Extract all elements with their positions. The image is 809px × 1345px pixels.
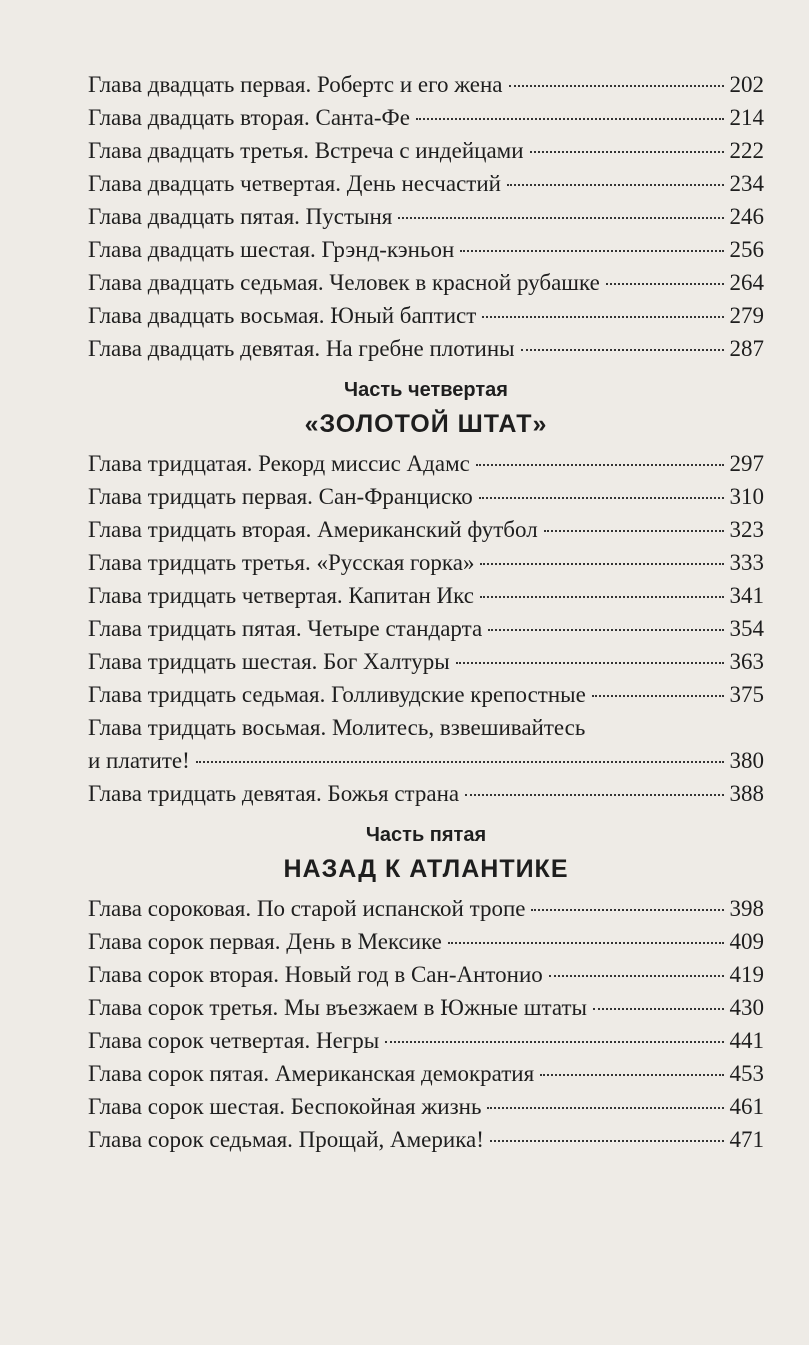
toc-entry — [88, 134, 764, 167]
toc-entry — [88, 612, 764, 645]
page-number: 341 — [729, 583, 764, 608]
page-number: 333 — [729, 550, 764, 575]
dot-leader — [606, 283, 724, 285]
toc-entry — [88, 892, 764, 925]
page-number: 375 — [729, 682, 764, 707]
chapter-title: Глава тридцать четвертая. Капитан Икс — [88, 583, 474, 608]
chapter-title: Глава тридцать девятая. Божья страна — [88, 781, 460, 806]
page-number: 222 — [729, 138, 764, 163]
dot-leader — [592, 695, 724, 697]
chapter-title: Глава тридцать первая. Сан-Франциско — [88, 484, 473, 509]
toc-entry — [88, 513, 764, 546]
dot-leader — [398, 217, 723, 219]
dot-leader — [476, 464, 724, 466]
toc-entry — [88, 447, 764, 480]
page-number: 461 — [729, 1094, 764, 1119]
dot-leader — [460, 250, 723, 252]
dot-leader — [479, 497, 724, 499]
dot-leader — [540, 1074, 723, 1076]
toc-entry — [88, 645, 764, 678]
toc-entry — [88, 68, 764, 101]
page-number: 441 — [729, 1028, 764, 1053]
chapter-title: Глава двадцать восьмая. Юный баптист — [88, 303, 477, 328]
dot-leader — [490, 1140, 724, 1142]
dot-leader — [482, 316, 723, 318]
dot-leader — [448, 942, 724, 944]
toc-entry — [88, 299, 764, 332]
page-number: 234 — [729, 171, 764, 196]
page-number: 246 — [729, 204, 764, 229]
chapter-title: Глава двадцать седьмая. Человек в красной рубашке — [88, 270, 600, 295]
dot-leader — [480, 563, 723, 565]
dot-leader — [530, 151, 724, 153]
chapter-title: Глава двадцать третья. Встреча с индейцами — [88, 138, 524, 163]
toc-entry — [88, 925, 764, 958]
page-number: 471 — [729, 1127, 764, 1152]
chapter-title-line2-row — [88, 744, 764, 777]
dot-leader — [465, 794, 723, 796]
dot-leader — [549, 975, 724, 977]
toc-entry — [88, 958, 764, 991]
toc-entry — [88, 678, 764, 711]
chapter-title: Глава тридцать седьмая. Голливудские крепостные — [88, 682, 586, 707]
toc-entry — [88, 579, 764, 612]
page-number: 453 — [729, 1061, 764, 1086]
part-label: Часть четвертая — [344, 379, 508, 401]
chapter-title: Глава двадцать первая. Робертс и его жена — [88, 72, 503, 97]
dot-leader — [521, 349, 724, 351]
toc-entry — [88, 1123, 764, 1156]
page-number: 419 — [729, 962, 764, 987]
toc-entry — [88, 167, 764, 200]
chapter-title: Глава двадцать девятая. На гребне плотины — [88, 336, 515, 361]
chapter-title: Глава сорок пятая. Американская демократия — [88, 1061, 535, 1086]
dot-leader — [416, 118, 724, 120]
chapter-title: Глава тридцать вторая. Американский футбол — [88, 517, 538, 542]
chapter-title-line2: и платите! — [88, 748, 190, 773]
chapter-title: Глава тридцать пятая. Четыре стандарта — [88, 616, 483, 641]
toc-entry — [88, 266, 764, 299]
toc-entry — [88, 1024, 764, 1057]
page-number: 380 — [729, 748, 764, 773]
chapter-title: Глава сорок седьмая. Прощай, Америка! — [88, 1127, 484, 1152]
dot-leader — [488, 629, 723, 631]
page-number: 256 — [729, 237, 764, 262]
page-number: 354 — [729, 616, 764, 641]
chapter-title-line1: Глава тридцать восьмая. Молитесь, взвешивайтесь — [88, 715, 586, 740]
part-title: «ЗОЛОТОЙ ШТАТ» — [304, 410, 548, 438]
toc-group-part3-end — [88, 68, 764, 1156]
chapter-title: Глава сорок вторая. Новый год в Сан-Антонио — [88, 962, 543, 987]
page-number: 287 — [729, 336, 764, 361]
chapter-title: Глава двадцать пятая. Пустыня — [88, 204, 393, 229]
toc-entry — [88, 233, 764, 266]
toc-entry — [88, 1057, 764, 1090]
chapter-title: Глава двадцать вторая. Санта-Фе — [88, 105, 410, 130]
toc-entry — [88, 546, 764, 579]
dot-leader — [196, 761, 724, 763]
chapter-title: Глава сорок первая. День в Мексике — [88, 929, 442, 954]
dot-leader — [385, 1041, 723, 1043]
chapter-title: Глава двадцать четвертая. День несчастий — [88, 171, 501, 196]
dot-leader — [480, 596, 724, 598]
chapter-title: Глава тридцать третья. «Русская горка» — [88, 550, 475, 575]
chapter-title: Глава сорок третья. Мы въезжаем в Южные штаты — [88, 995, 587, 1020]
dot-leader — [456, 662, 724, 664]
page-number: 214 — [729, 105, 764, 130]
chapter-title: Глава двадцать шестая. Грэнд-кэньон — [88, 237, 455, 262]
chapter-title: Глава сорок шестая. Беспокойная жизнь — [88, 1094, 482, 1119]
chapter-title: Глава тридцатая. Рекорд миссис Адамс — [88, 451, 470, 476]
part-label: Часть пятая — [365, 824, 487, 846]
dot-leader — [531, 909, 723, 911]
toc-entry — [88, 991, 764, 1024]
toc-entry-two-line — [88, 711, 764, 777]
toc-entry — [88, 777, 764, 810]
page-number: 430 — [729, 995, 764, 1020]
page-number: 310 — [729, 484, 764, 509]
toc-entry — [88, 480, 764, 513]
page-number: 297 — [729, 451, 764, 476]
chapter-title: Глава тридцать шестая. Бог Халтуры — [88, 649, 450, 674]
toc-entry — [88, 1090, 764, 1123]
page-number: 388 — [729, 781, 764, 806]
page-number: 279 — [729, 303, 764, 328]
chapter-title: Глава сорок четвертая. Негры — [88, 1028, 380, 1053]
page-number: 409 — [729, 929, 764, 954]
page-number: 363 — [729, 649, 764, 674]
dot-leader — [544, 530, 724, 532]
page-number: 323 — [729, 517, 764, 542]
toc-entry — [88, 101, 764, 134]
page-number: 398 — [729, 896, 764, 921]
part-title: НАЗАД К АТЛАНТИКЕ — [283, 855, 569, 883]
page-number: 264 — [729, 270, 764, 295]
dot-leader — [593, 1008, 724, 1010]
dot-leader — [507, 184, 724, 186]
dot-leader — [487, 1107, 723, 1109]
toc-entry — [88, 332, 764, 365]
toc-entry — [88, 200, 764, 233]
dot-leader — [509, 85, 724, 87]
page-number: 202 — [729, 72, 764, 97]
chapter-title: Глава сороковая. По старой испанской тропе — [88, 896, 526, 921]
